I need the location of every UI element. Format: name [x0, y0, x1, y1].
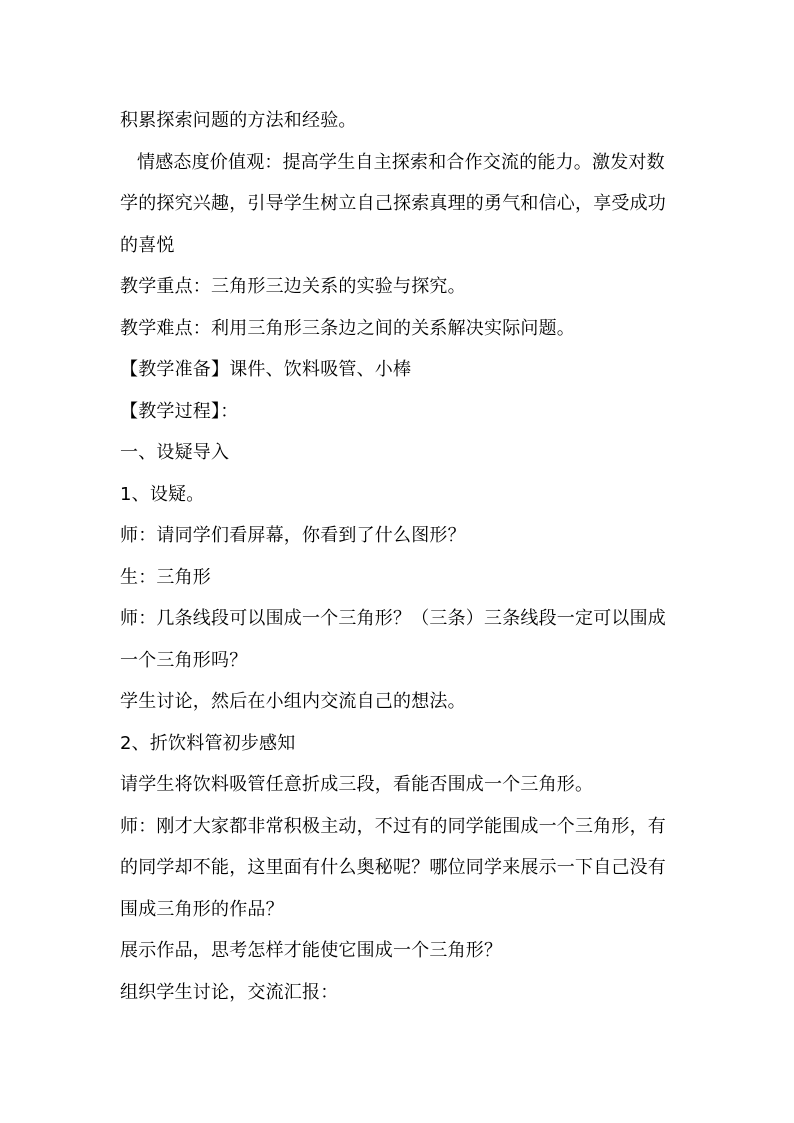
text-line: 1、设疑。: [120, 483, 205, 505]
text-line: 展示作品，思考怎样才能使它围成一个三角形？: [120, 940, 503, 961]
section-heading: 一、设疑导入: [120, 442, 230, 463]
document-body: [120, 100, 680, 1013]
text-line: 教学难点：利用三角形三条边之间的关系解决实际问题。: [120, 317, 575, 339]
text-line: 教学重点：三角形三边关系的实验与探究。: [120, 276, 466, 297]
text-line: 一个三角形吗？: [120, 649, 248, 671]
text-line: 师：请同学们看屏幕，你看到了什么图形？: [120, 525, 466, 546]
text-line: 请学生将饮料吸管任意折成三段，看能否围成一个三角形。: [120, 774, 594, 795]
text-line: 师：刚才大家都非常积极主动，不过有的同学能围成一个三角形，有: [120, 815, 666, 837]
text-line: 情感态度价值观：提高学生自主探索和合作交流的能力。激发对数: [137, 151, 665, 173]
text-line: 的同学却不能，这里面有什么奥秘呢？哪位同学来展示一下自己没有: [120, 857, 666, 878]
text-line: 学的探究兴趣，引导学生树立自己探索真理的勇气和信心，享受成功: [120, 193, 666, 214]
text-line: 【教学准备】课件、饮料吸管、小棒: [120, 359, 412, 380]
text-line: 生：三角形: [120, 566, 211, 588]
text-line: 师：几条线段可以围成一个三角形？（三条）三条线段一定可以围成: [120, 608, 666, 629]
text-line: 学生讨论，然后在小组内交流自己的想法。: [120, 691, 466, 712]
text-line: 的喜悦: [120, 234, 175, 256]
text-line: 围成三角形的作品？: [120, 898, 284, 920]
text-line: 组织学生讨论，交流汇报：: [120, 981, 339, 1003]
text-line: 积累探索问题的方法和经验。: [120, 110, 357, 131]
text-line: 2、折饮料管初步感知: [120, 732, 296, 754]
text-line: 【教学过程】：: [120, 400, 239, 422]
